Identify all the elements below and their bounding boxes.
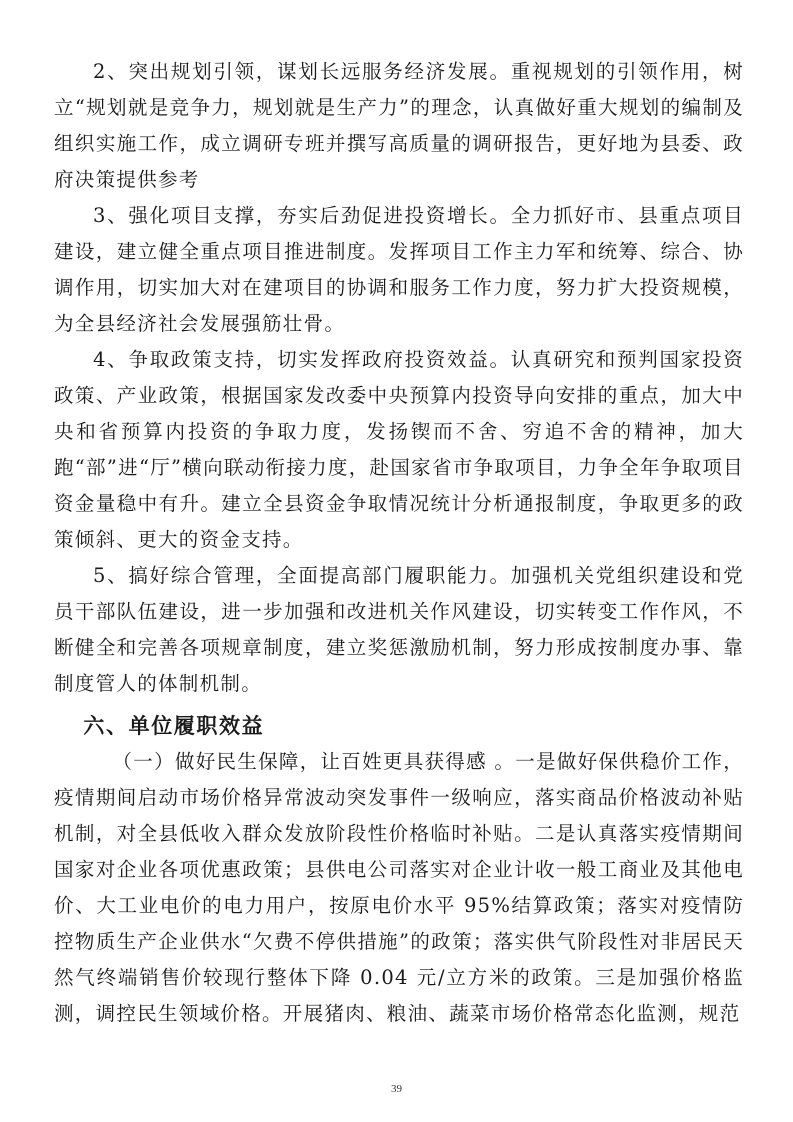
paragraph-management: 5、搞好综合管理，全面提高部门履职能力。加强机关党组织建设和党员干部队伍建设，进一步加强和改进机关作风建设，切实转变工作作风，不断健全和完善各项规章制度，建立奖惩激励机制，努力形成按制度办事、靠制度管人的体制机制。	[54, 564, 744, 695]
page-number: 39	[391, 1083, 402, 1095]
paragraph-policy: 4、争取政策支持，切实发挥政府投资效益。认真研究和预判国家投资政策、产业政策，根据国家发改委中央预算内投资导向安排的重点，加大中央和省预算内投资的争取力度，发扬锲而不舍、穷追不舍的精神，加大跑“部”进“厅”横向联动衔接力度，赴国家省市争取项目，力争全年争取项目资金量稳中有升。建立全县资金争取情况统计分析通报制度，争取更多的政策倾斜、更大的资金支持。	[54, 348, 744, 551]
document-page	[54, 54, 744, 1032]
section-heading: 六、单位履职效益	[83, 714, 265, 738]
paragraph-livelihood: （一）做好民生保障，让百姓更具获得感 。一是做好保供稳价工作，疫情期间启动市场价格异常波动突发事件一级响应，落实商品价格波动补贴机制，对全县低收入群众发放阶段性价格临时补贴。二是认真落实疫情期间国家对企业各项优惠政策；县供电公司落实对企业计收一般工商业及其他电价、大工业电价的电力用户，按原电价水平 95%结算政策；落实对疫情防控物质生产企业供水“欠费不停供措施”的政策；落实供气阶段性对非居民天然气终端销售价较现行整体下降 0.04 元/立方米的政策。三是加强价格监测，调控民生领域价格。开展猪肉、粮油、蔬菜市场价格常态化监测，规范	[54, 750, 744, 1025]
paragraph-projects: 3、强化项目支撑，夯实后劲促进投资增长。全力抓好市、县重点项目建设，建立健全重点项目推进制度。发挥项目工作主力军和统筹、综合、协调作用，切实加大对在建项目的协调和服务工作力度，努力扩大投资规模，为全县经济社会发展强筋壮骨。	[54, 204, 744, 335]
paragraph-planning: 2、突出规划引领，谋划长远服务经济发展。重视规划的引领作用，树立“规划就是竞争力，规划就是生产力”的理念，认真做好重大规划的编制及组织实施工作，成立调研专班并撰写高质量的调研报告，更好地为县委、政府决策提供参考	[54, 60, 744, 191]
